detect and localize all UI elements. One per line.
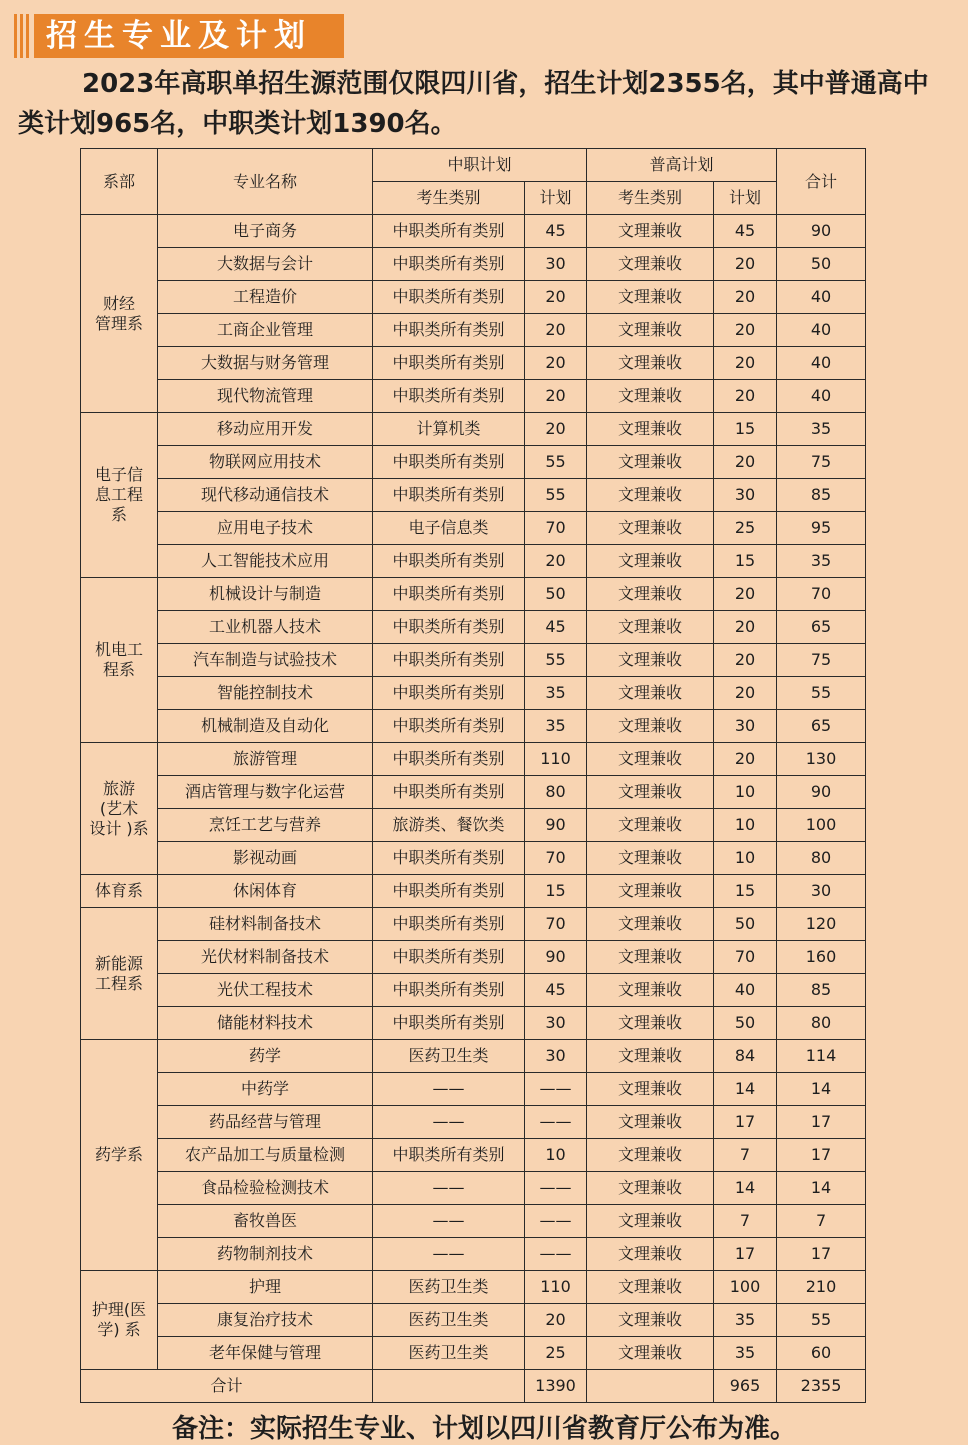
vocational-count: 70 (525, 842, 587, 875)
row-total: 120 (777, 908, 866, 941)
department-name-line: 体育系 (94, 881, 143, 900)
general-count: 15 (714, 545, 777, 578)
general-count: 20 (714, 611, 777, 644)
table-row (81, 347, 866, 380)
vocational-count: 35 (525, 710, 587, 743)
table-row (81, 809, 866, 842)
enrollment-plan-table (80, 148, 866, 1403)
general-count: 14 (714, 1073, 777, 1106)
row-total: 40 (777, 281, 866, 314)
header-general-count: 计划 (714, 182, 777, 215)
general-count: 20 (714, 446, 777, 479)
vocational-category: 旅游类、餐饮类 (373, 809, 525, 842)
vocational-count: 25 (525, 1337, 587, 1370)
row-total: 14 (777, 1172, 866, 1205)
vocational-category: 医药卫生类 (373, 1304, 525, 1337)
row-total: 90 (777, 215, 866, 248)
header-general-plan: 普高计划 (587, 149, 777, 182)
department-cell (81, 413, 158, 578)
major-name: 药品经营与管理 (158, 1106, 373, 1139)
row-total: 65 (777, 710, 866, 743)
vocational-count: —— (525, 1172, 587, 1205)
vocational-count: 55 (525, 644, 587, 677)
general-count: 17 (714, 1106, 777, 1139)
general-category: 文理兼收 (587, 413, 714, 446)
general-category: 文理兼收 (587, 512, 714, 545)
table-row (81, 1073, 866, 1106)
general-count: 20 (714, 743, 777, 776)
table-row (81, 941, 866, 974)
vocational-count: 45 (525, 215, 587, 248)
general-category: 文理兼收 (587, 1205, 714, 1238)
table-row (81, 677, 866, 710)
department-name-line: 系 (110, 505, 127, 524)
major-name: 机械设计与制造 (158, 578, 373, 611)
general-count: 10 (714, 809, 777, 842)
row-total: 30 (777, 875, 866, 908)
general-category: 文理兼收 (587, 1172, 714, 1205)
vocational-count: 45 (525, 611, 587, 644)
major-name: 工商企业管理 (158, 314, 373, 347)
general-category: 文理兼收 (587, 380, 714, 413)
vocational-category: 中职类所有类别 (373, 611, 525, 644)
department-name-line: 学) 系 (97, 1320, 141, 1339)
table-row (81, 776, 866, 809)
general-count: 7 (714, 1205, 777, 1238)
vocational-category: 中职类所有类别 (373, 215, 525, 248)
vocational-count: —— (525, 1073, 587, 1106)
major-name: 大数据与财务管理 (158, 347, 373, 380)
general-count: 10 (714, 842, 777, 875)
table-row (81, 281, 866, 314)
general-count: 20 (714, 578, 777, 611)
vocational-category: 医药卫生类 (373, 1337, 525, 1370)
row-total: 50 (777, 248, 866, 281)
grand-total: 2355 (777, 1370, 866, 1403)
general-category: 文理兼收 (587, 710, 714, 743)
vocational-count: 70 (525, 512, 587, 545)
table-row (81, 842, 866, 875)
general-count: 35 (714, 1337, 777, 1370)
table-row (81, 1139, 866, 1172)
table-row (81, 1106, 866, 1139)
general-count: 7 (714, 1139, 777, 1172)
major-name: 休闲体育 (158, 875, 373, 908)
total-label: 合计 (81, 1370, 373, 1403)
major-name: 光伏工程技术 (158, 974, 373, 1007)
department-name-line: 护理(医 (91, 1300, 147, 1319)
general-count: 20 (714, 677, 777, 710)
major-name: 药学 (158, 1040, 373, 1073)
row-total: 210 (777, 1271, 866, 1304)
major-name: 汽车制造与试验技术 (158, 644, 373, 677)
department-name-line: 财经 (102, 293, 135, 313)
table-row (81, 1304, 866, 1337)
row-total: 35 (777, 413, 866, 446)
department-name-line: (艺术 (99, 798, 139, 818)
vocational-count: 20 (525, 380, 587, 413)
general-category: 文理兼收 (587, 644, 714, 677)
table-row (81, 1040, 866, 1073)
major-name: 现代移动通信技术 (158, 479, 373, 512)
row-total: 14 (777, 1073, 866, 1106)
department-cell (81, 908, 158, 1040)
vocational-category: 电子信息类 (373, 512, 525, 545)
major-name: 食品检验检测技术 (158, 1172, 373, 1205)
header-vocational-count: 计划 (525, 182, 587, 215)
general-category: 文理兼收 (587, 908, 714, 941)
vocational-count: 55 (525, 446, 587, 479)
vocational-count: 20 (525, 314, 587, 347)
general-category: 文理兼收 (587, 215, 714, 248)
general-count: 50 (714, 908, 777, 941)
vocational-count: 30 (525, 1040, 587, 1073)
vocational-count: —— (525, 1238, 587, 1271)
department-cell (81, 1040, 158, 1271)
general-count: 45 (714, 215, 777, 248)
vocational-category: 中职类所有类别 (373, 710, 525, 743)
vocational-category: —— (373, 1238, 525, 1271)
general-category: 文理兼收 (587, 974, 714, 1007)
general-count: 70 (714, 941, 777, 974)
major-name: 老年保健与管理 (158, 1337, 373, 1370)
general-count: 84 (714, 1040, 777, 1073)
vocational-category: 中职类所有类别 (373, 941, 525, 974)
row-total: 130 (777, 743, 866, 776)
vocational-count: 50 (525, 578, 587, 611)
vocational-category: 中职类所有类别 (373, 644, 525, 677)
table-row (81, 512, 866, 545)
header-vocational-category: 考生类别 (373, 182, 525, 215)
department-name-line: 息工程 (94, 485, 143, 504)
department-name-line: 电子信 (94, 465, 143, 484)
general-count: 50 (714, 1007, 777, 1040)
department-cell (81, 215, 158, 413)
table-row (81, 1238, 866, 1271)
vocational-count: —— (525, 1106, 587, 1139)
major-name: 人工智能技术应用 (158, 545, 373, 578)
vocational-count: 110 (525, 1271, 587, 1304)
table-row (81, 545, 866, 578)
vocational-category: 中职类所有类别 (373, 776, 525, 809)
general-category: 文理兼收 (587, 1007, 714, 1040)
major-name: 农产品加工与质量检测 (158, 1139, 373, 1172)
vocational-category: 中职类所有类别 (373, 875, 525, 908)
vocational-category: —— (373, 1205, 525, 1238)
vocational-category: 中职类所有类别 (373, 380, 525, 413)
vocational-category: 中职类所有类别 (373, 281, 525, 314)
table-row (81, 479, 866, 512)
department-cell (81, 578, 158, 743)
vocational-count: 70 (525, 908, 587, 941)
table-row (81, 875, 866, 908)
department-name-line: 药学系 (94, 1145, 143, 1164)
vocational-category: 中职类所有类别 (373, 1007, 525, 1040)
vocational-count: 20 (525, 545, 587, 578)
general-category: 文理兼收 (587, 1106, 714, 1139)
general-category: 文理兼收 (587, 842, 714, 875)
vocational-count: 45 (525, 974, 587, 1007)
vocational-category: 中职类所有类别 (373, 248, 525, 281)
table-row (81, 446, 866, 479)
row-total: 65 (777, 611, 866, 644)
total-general-category (587, 1370, 714, 1403)
row-total: 100 (777, 809, 866, 842)
table-row (81, 1337, 866, 1370)
department-name-line: 新能源 (94, 953, 143, 973)
general-category: 文理兼收 (587, 677, 714, 710)
row-total: 7 (777, 1205, 866, 1238)
general-count: 17 (714, 1238, 777, 1271)
table-row (81, 710, 866, 743)
general-count: 35 (714, 1304, 777, 1337)
row-total: 40 (777, 380, 866, 413)
vocational-count: 30 (525, 248, 587, 281)
major-name: 工程造价 (158, 281, 373, 314)
table-row (81, 1205, 866, 1238)
total-vocational-category (373, 1370, 525, 1403)
general-category: 文理兼收 (587, 248, 714, 281)
vocational-category: —— (373, 1073, 525, 1106)
row-total: 17 (777, 1139, 866, 1172)
vocational-category: 医药卫生类 (373, 1040, 525, 1073)
major-name: 储能材料技术 (158, 1007, 373, 1040)
table-row (81, 413, 866, 446)
vocational-count: 90 (525, 809, 587, 842)
major-name: 现代物流管理 (158, 380, 373, 413)
vocational-count: —— (525, 1205, 587, 1238)
row-total: 40 (777, 347, 866, 380)
vocational-count: 30 (525, 1007, 587, 1040)
general-category: 文理兼收 (587, 347, 714, 380)
vocational-count: 110 (525, 743, 587, 776)
general-category: 文理兼收 (587, 1271, 714, 1304)
general-category: 文理兼收 (587, 1073, 714, 1106)
table-row (81, 1172, 866, 1205)
general-count: 40 (714, 974, 777, 1007)
vocational-category: 中职类所有类别 (373, 743, 525, 776)
department-name-line: 工程系 (94, 973, 143, 993)
vocational-category: 中职类所有类别 (373, 974, 525, 1007)
general-category: 文理兼收 (587, 479, 714, 512)
general-category: 文理兼收 (587, 281, 714, 314)
general-count: 20 (714, 248, 777, 281)
department-name-line: 机电工 (94, 640, 143, 659)
row-total: 35 (777, 545, 866, 578)
general-category: 文理兼收 (587, 446, 714, 479)
row-total: 40 (777, 314, 866, 347)
department-cell (81, 743, 158, 875)
row-total: 80 (777, 1007, 866, 1040)
vocational-category: 中职类所有类别 (373, 908, 525, 941)
general-count: 15 (714, 413, 777, 446)
department-name-line: 程系 (102, 660, 135, 679)
general-count: 20 (714, 644, 777, 677)
table-row (81, 908, 866, 941)
major-name: 光伏材料制备技术 (158, 941, 373, 974)
major-name: 大数据与会计 (158, 248, 373, 281)
intro-paragraph: 2023年高职单招生源范围仅限四川省，招生计划2355名，其中普通高中类计划965名，中职类计划1390名。 (18, 69, 929, 139)
vocational-count: 35 (525, 677, 587, 710)
general-count: 20 (714, 347, 777, 380)
vocational-category: —— (373, 1172, 525, 1205)
vocational-count: 80 (525, 776, 587, 809)
general-category: 文理兼收 (587, 743, 714, 776)
header-general-category: 考生类别 (587, 182, 714, 215)
major-name: 工业机器人技术 (158, 611, 373, 644)
total-vocational-count: 1390 (525, 1370, 587, 1403)
general-category: 文理兼收 (587, 941, 714, 974)
vocational-count: 55 (525, 479, 587, 512)
header-major: 专业名称 (158, 149, 373, 215)
table-row (81, 743, 866, 776)
major-name: 应用电子技术 (158, 512, 373, 545)
general-category: 文理兼收 (587, 578, 714, 611)
vocational-category: —— (373, 1106, 525, 1139)
table-row (81, 644, 866, 677)
vocational-category: 中职类所有类别 (373, 1139, 525, 1172)
row-total: 160 (777, 941, 866, 974)
table-row (81, 380, 866, 413)
general-count: 20 (714, 281, 777, 314)
major-name: 旅游管理 (158, 743, 373, 776)
vocational-count: 20 (525, 281, 587, 314)
general-count: 20 (714, 380, 777, 413)
table-body (81, 215, 866, 1370)
vocational-category: 中职类所有类别 (373, 677, 525, 710)
major-name: 电子商务 (158, 215, 373, 248)
vocational-category: 中职类所有类别 (373, 842, 525, 875)
general-count: 25 (714, 512, 777, 545)
major-name: 移动应用开发 (158, 413, 373, 446)
vocational-category: 中职类所有类别 (373, 314, 525, 347)
header-total: 合计 (777, 149, 866, 215)
major-name: 酒店管理与数字化运营 (158, 776, 373, 809)
department-name-line: 设计 )系 (89, 818, 149, 838)
general-category: 文理兼收 (587, 1238, 714, 1271)
vocational-count: 90 (525, 941, 587, 974)
row-total: 80 (777, 842, 866, 875)
vocational-category: 中职类所有类别 (373, 578, 525, 611)
general-count: 30 (714, 710, 777, 743)
major-name: 护理 (158, 1271, 373, 1304)
row-total: 17 (777, 1238, 866, 1271)
row-total: 75 (777, 644, 866, 677)
major-name: 智能控制技术 (158, 677, 373, 710)
section-title: 招生专业及计划 (34, 14, 344, 58)
vocational-category: 医药卫生类 (373, 1271, 525, 1304)
row-total: 55 (777, 677, 866, 710)
general-category: 文理兼收 (587, 611, 714, 644)
general-count: 100 (714, 1271, 777, 1304)
major-name: 机械制造及自动化 (158, 710, 373, 743)
general-count: 30 (714, 479, 777, 512)
header-vocational-plan: 中职计划 (373, 149, 587, 182)
row-total: 55 (777, 1304, 866, 1337)
row-total: 85 (777, 974, 866, 1007)
major-name: 中药学 (158, 1073, 373, 1106)
vocational-count: 20 (525, 347, 587, 380)
row-total: 114 (777, 1040, 866, 1073)
row-total: 75 (777, 446, 866, 479)
vocational-category: 中职类所有类别 (373, 479, 525, 512)
vocational-category: 中职类所有类别 (373, 347, 525, 380)
department-name-line: 旅游 (102, 778, 135, 798)
general-count: 20 (714, 314, 777, 347)
row-total: 17 (777, 1106, 866, 1139)
table-row (81, 611, 866, 644)
table-row (81, 974, 866, 1007)
general-category: 文理兼收 (587, 1304, 714, 1337)
table-row (81, 314, 866, 347)
general-category: 文理兼收 (587, 1040, 714, 1073)
major-name: 畜牧兽医 (158, 1205, 373, 1238)
department-name-line: 管理系 (94, 313, 143, 333)
general-category: 文理兼收 (587, 1139, 714, 1172)
table-row (81, 215, 866, 248)
table-row (81, 578, 866, 611)
department-cell (81, 875, 158, 908)
header-decoration (14, 14, 32, 58)
general-category: 文理兼收 (587, 809, 714, 842)
row-total: 95 (777, 512, 866, 545)
row-total: 90 (777, 776, 866, 809)
vocational-category: 中职类所有类别 (373, 545, 525, 578)
header-dept: 系部 (81, 149, 158, 215)
vocational-count: 20 (525, 1304, 587, 1337)
general-category: 文理兼收 (587, 1337, 714, 1370)
major-name: 物联网应用技术 (158, 446, 373, 479)
table-row (81, 248, 866, 281)
major-name: 药物制剂技术 (158, 1238, 373, 1271)
general-count: 10 (714, 776, 777, 809)
vocational-category: 中职类所有类别 (373, 446, 525, 479)
general-category: 文理兼收 (587, 875, 714, 908)
row-total: 85 (777, 479, 866, 512)
table-row (81, 1271, 866, 1304)
row-total: 70 (777, 578, 866, 611)
major-name: 烹饪工艺与营养 (158, 809, 373, 842)
general-count: 15 (714, 875, 777, 908)
total-general-count: 965 (714, 1370, 777, 1403)
general-count: 14 (714, 1172, 777, 1205)
major-name: 康复治疗技术 (158, 1304, 373, 1337)
table-row (81, 1007, 866, 1040)
row-total: 60 (777, 1337, 866, 1370)
department-cell (81, 1271, 158, 1370)
major-name: 影视动画 (158, 842, 373, 875)
major-name: 硅材料制备技术 (158, 908, 373, 941)
vocational-count: 15 (525, 875, 587, 908)
vocational-count: 20 (525, 413, 587, 446)
vocational-count: 10 (525, 1139, 587, 1172)
general-category: 文理兼收 (587, 545, 714, 578)
general-category: 文理兼收 (587, 776, 714, 809)
general-category: 文理兼收 (587, 314, 714, 347)
footnote: 备注：实际招生专业、计划以四川省教育厅公布为准。 (171, 1414, 796, 1444)
vocational-category: 计算机类 (373, 413, 525, 446)
